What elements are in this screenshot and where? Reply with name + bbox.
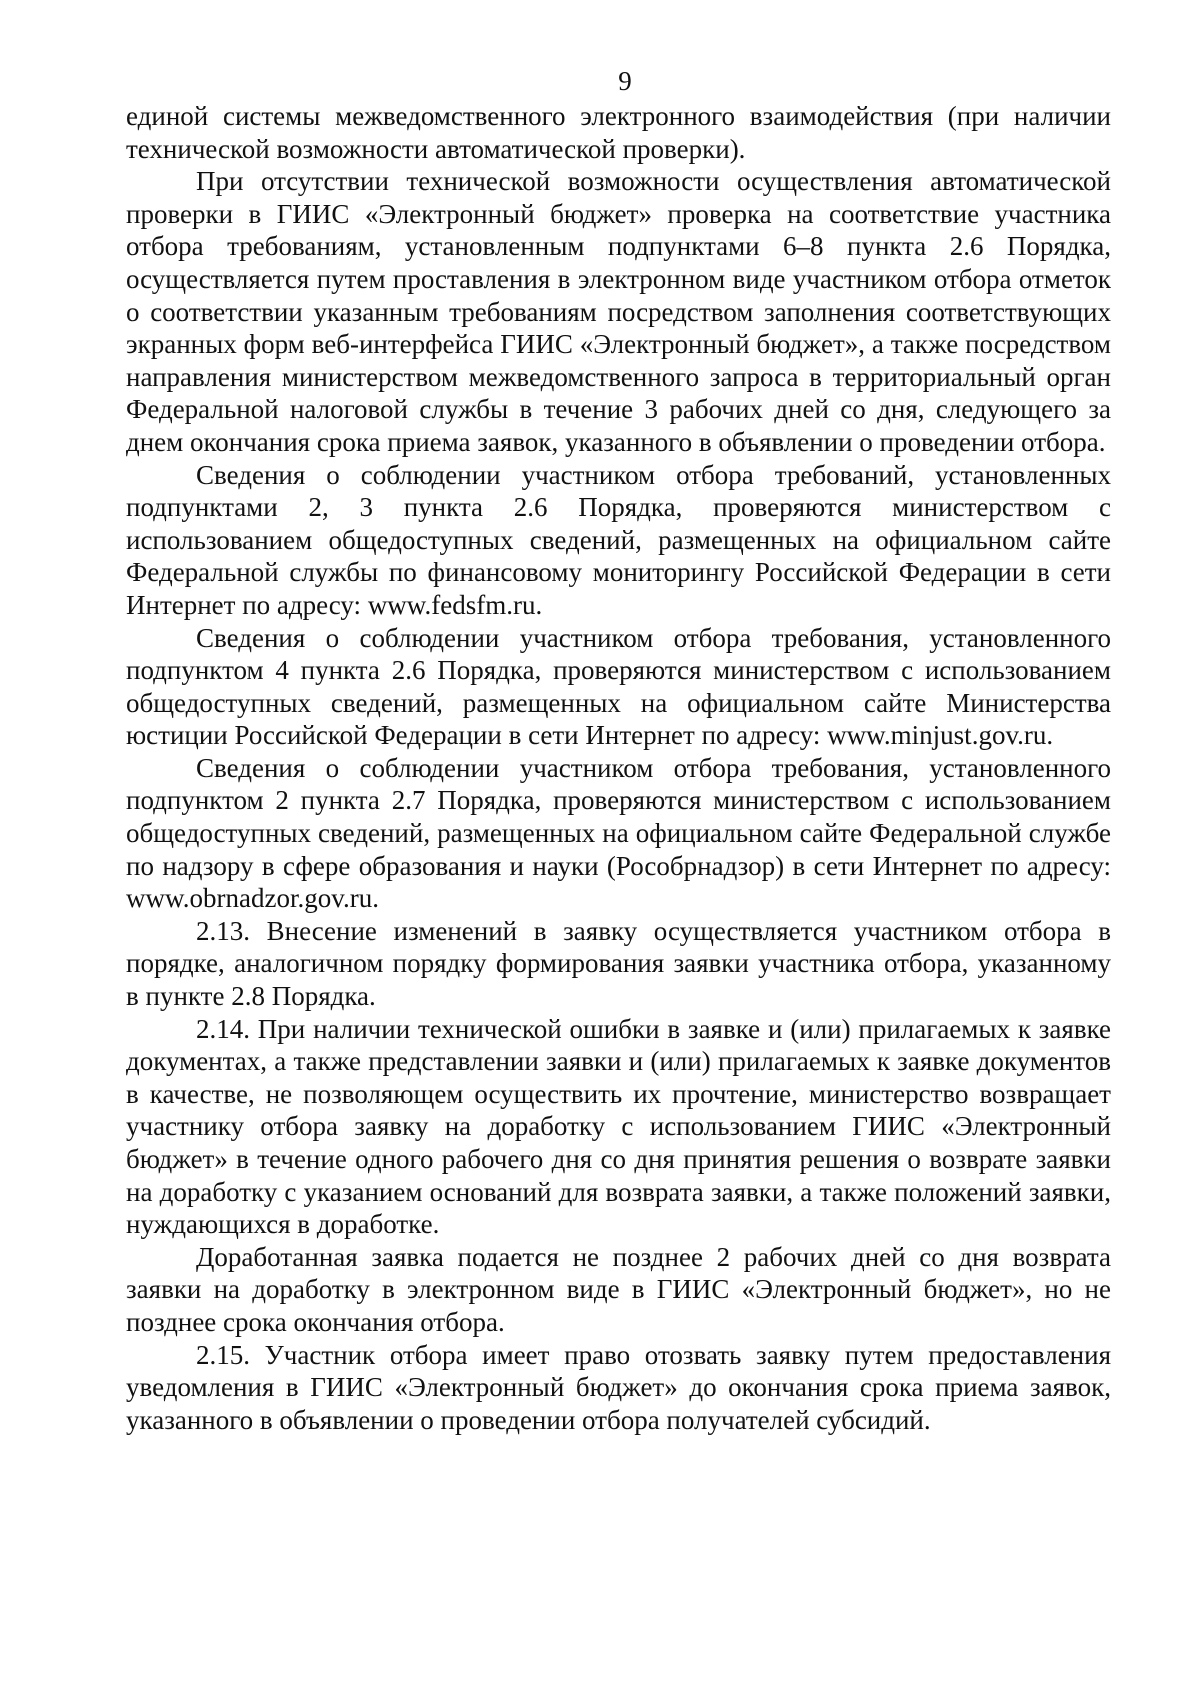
document-body [126, 100, 1111, 1436]
paragraph-minjust-check: Сведения о соблюдении участником отбора требования, установленного подпунктом 4 пункта 2.6 Порядка, проверяются министерством с использованием общедоступных сведений, размещенных на официальном сайте Министерства юстиции Российской Федерации в сети Интернет по адресу: www.minjust.gov.ru. [126, 622, 1111, 751]
paragraph-revised-application: Доработанная заявка подается не позднее 2 рабочих дней со дня возврата заявки на доработку в электронном виде в ГИИС «Электронный бюджет», но не позднее срока окончания отбора. [126, 1241, 1111, 1337]
paragraph-automatic-check: При отсутствии технической возможности осуществления автоматической проверки в ГИИС «Электронный бюджет» проверка на соответствие участника отбора требованиям, установленным подпунктами 6–8 пункта 2.6 Порядка, осуществляется путем проставления в электронном виде участником отбора отметок о соответствии указанным требованиям посредством заполнения соответствующих экранных форм веб-интерфейса ГИИС «Электронный бюджет», а также посредством направления министерством межведомственного запроса в территориальный орган Федеральной налоговой службы в течение 3 рабочих дней со дня, следующего за днем окончания срока приема заявок, указанного в объявлении о проведении отбора. [126, 166, 1111, 457]
paragraph-2-15: 2.15. Участник отбора имеет право отозвать заявку путем предоставления уведомления в ГИИС «Электронный бюджет» до окончания срока приема заявок, указанного в объявлении о проведении отбора получателей субсидий. [126, 1339, 1111, 1435]
paragraph-continuation: единой системы межведомственного электронного взаимодействия (при наличии технической возможности автоматической проверки). [126, 101, 1111, 164]
paragraph-fedsfm-check: Сведения о соблюдении участником отбора требований, установленных подпунктами 2, 3 пункта 2.6 Порядка, проверяются министерством с использованием общедоступных сведений, размещенных на официальном сайте Федеральной службы по финансовому мониторингу Российской Федерации в сети Интернет по адресу: www.fedsfm.ru. [126, 459, 1111, 620]
paragraph-2-14: 2.14. При наличии технической ошибки в заявке и (или) прилагаемых к заявке документах, а также представлении заявки и (или) прилагаемых к заявке документов в качестве, не позволяющем осуществить их прочтение, министерство возвращает участнику отбора заявку на доработку с использованием ГИИС «Электронный бюджет» в течение одного рабочего дня со дня принятия решения о возврате заявки на доработку с указанием оснований для возврата заявки, а также положений заявки, нуждающихся в доработке. [126, 1013, 1111, 1240]
paragraph-2-13: 2.13. Внесение изменений в заявку осуществляется участником отбора в порядке, аналогичном порядку формирования заявки участника отбора, указанному в пункте 2.8 Порядка. [126, 915, 1111, 1012]
page-number: 9 [618, 66, 632, 96]
paragraph-obrnadzor-check: Сведения о соблюдении участником отбора требования, установленного подпунктом 2 пункта 2.7 Порядка, проверяются министерством с использованием общедоступных сведений, размещенных на официальном сайте Федеральной службе по надзору в сфере образования и науки (Рособрнадзор) в сети Интернет по адресу: www.obrnadzor.gov.ru. [126, 752, 1111, 914]
